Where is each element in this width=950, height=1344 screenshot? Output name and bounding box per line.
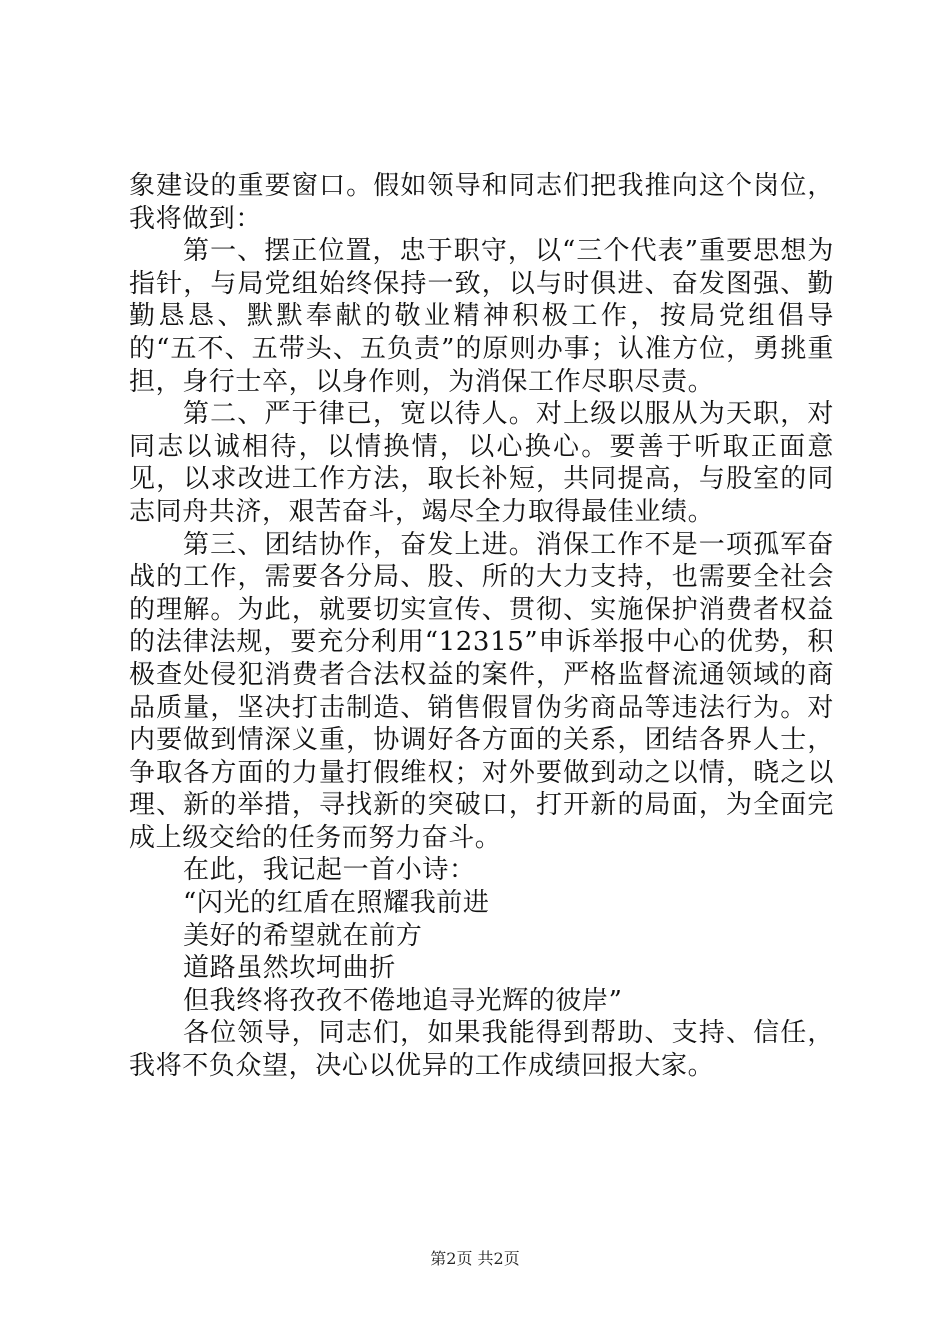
paragraph-point-three: 第三、团结协作，奋发上进。消保工作不是一项孤军奋战的工作，需要各分局、股、所的大力支持，也需要全社会的理解。为此，就要切实宣传、贯彻、实施保护消费者权益的法律法规，要充分利用“12315”申诉举报中心的优势，积极查处侵犯消费者合法权益的案件，严格监督流通领域的商品质量，坚决打击制造、销售假冒伪劣商品等违法行为。对内要做到情深义重，协调好各方面的关系，团结各界人士，争取各方面的力量打假维权；对外要做到动之以情，晓之以理、新的举措，寻找新的突破口，打开新的局面，为全面完成上级交给的任务而努力奋斗。 <box>129 529 834 853</box>
poem-line-2: 美好的希望就在前方 <box>183 920 423 951</box>
paragraph-poem-intro: 在此，我记起一首小诗： <box>183 855 476 886</box>
page-footer: 第2页 共2页 <box>430 1249 520 1268</box>
document-body <box>129 170 834 1083</box>
paragraph-point-one: 第一、摆正位置，忠于职守，以“三个代表”重要思想为指针，与局党组始终保持一致，以与时俱进、奋发图强、勤勤恳恳、默默奉献的敬业精神积极工作，按局党组倡导的“五不、五带头、五负责”的原则办事；认准方位，勇挑重担，身行士卒，以身作则，为消保工作尽职尽责。 <box>129 236 834 397</box>
paragraph-point-two: 第二、严于律已，宽以待人。对上级以服从为天职，对同志以诚相待，以情换情，以心换心。要善于听取正面意见，以求改进工作方法，取长补短，共同提高，与股室的同志同舟共济，艰苦奋斗，竭尽全力取得最佳业绩。 <box>129 399 834 527</box>
poem-line-4: 但我终将孜孜不倦地追寻光辉的彼岸” <box>183 985 623 1016</box>
paragraph-continuation: 象建设的重要窗口。假如领导和同志们把我推向这个岗位，我将做到： <box>129 171 834 234</box>
paragraph-closing: 各位领导，同志们，如果我能得到帮助、支持、信任，我将不负众望，决心以优异的工作成绩回报大家。 <box>129 1018 834 1082</box>
poem-line-3: 道路虽然坎坷曲折 <box>183 953 396 984</box>
poem-line-1: “闪光的红盾在照耀我前进 <box>183 888 490 919</box>
